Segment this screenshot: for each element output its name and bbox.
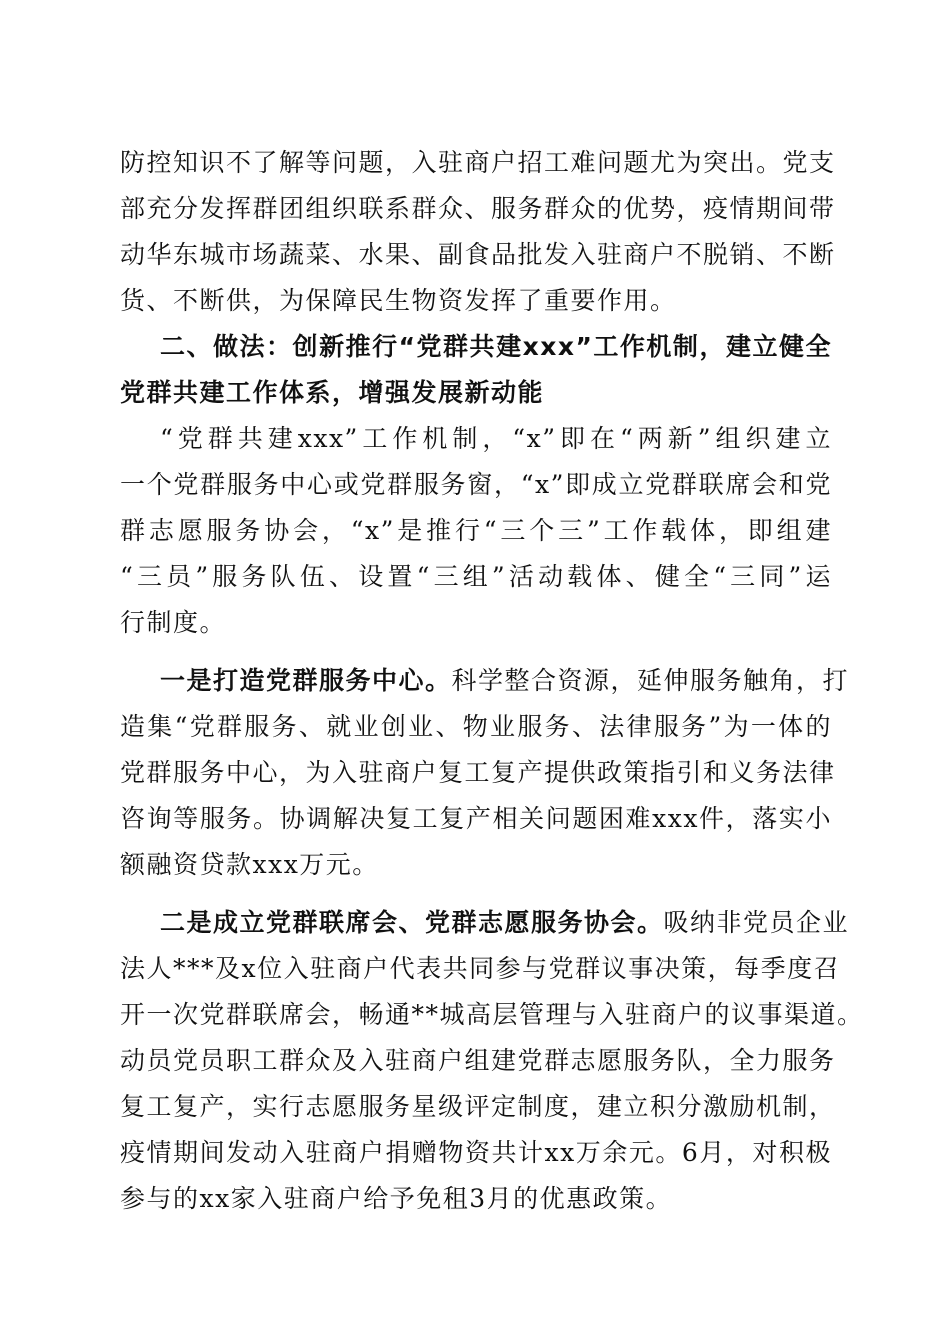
text-line: 咨询等服务。协调解决复工复产相关问题困难xxx件，落实小 [120, 804, 832, 833]
text-run: 科学整合资源，延伸服务触角，打 [451, 666, 850, 695]
text-line: 群志愿服务协会，“x”是推行“三个三”工作载体，即组建 [120, 516, 832, 545]
paragraph-epidemic-background [120, 140, 836, 324]
text-line: 货、不断供，为保障民生物资发挥了重要作用。 [120, 286, 677, 315]
paragraph-joint-council [120, 900, 864, 1222]
heading-line: 党群共建工作体系，增强发展新动能 [120, 378, 545, 407]
document-page [120, 140, 864, 1222]
text-line: 复工复产，实行志愿服务星级评定制度，建立积分激励机制， [120, 1092, 836, 1121]
text-line: 额融资贷款xxx万元。 [120, 850, 379, 879]
text-line: 行制度。 [120, 608, 227, 637]
text-run: 吸纳非党员企业 [663, 908, 850, 937]
text-line: 疫情期间发动入驻商户捐赠物资共计xx万余元。6月，对积极 [120, 1138, 832, 1167]
text-line [120, 900, 850, 946]
section-heading-methods [120, 324, 832, 416]
text-line [120, 658, 850, 704]
text-line: 一个党群服务中心或党群服务窗，“x”即成立党群联席会和党 [120, 470, 832, 499]
text-line: 动华东城市场蔬菜、水果、副食品批发入驻商户不脱销、不断 [120, 240, 836, 269]
text-line: 部充分发挥群团组织联系群众、服务群众的优势，疫情期间带 [120, 194, 836, 223]
heading-line: 二、做法：创新推行“党群共建xxx”工作机制，建立健全 [160, 332, 832, 361]
text-line: “三员”服务队伍、设置“三组”活动载体、健全“三同”运 [120, 562, 832, 591]
text-line: 参与的xx家入驻商户给予免租3月的优惠政策。 [120, 1184, 673, 1213]
text-line: 党群服务中心，为入驻商户复工复产提供政策指引和义务法律 [120, 758, 836, 787]
paragraph-lead-title: 二是成立党群联席会、党群志愿服务协会。 [160, 908, 664, 937]
text-line: 法人***及x位入驻商户代表共同参与党群议事决策，每季度召 [120, 954, 841, 983]
paragraph-service-center [120, 658, 850, 888]
text-line: 动员党员职工群众及入驻商户组建党群志愿服务队，全力服务 [120, 1046, 836, 1075]
text-line: 开一次党群联席会，畅通**城高层管理与入驻商户的议事渠道。 [120, 1000, 864, 1029]
text-line: 防控知识不了解等问题，入驻商户招工难问题尤为突出。党支 [120, 148, 836, 177]
text-line: “党群共建xxx”工作机制，“x”即在“两新”组织建立 [160, 424, 832, 453]
paragraph-mechanism-description [120, 416, 832, 646]
text-line: 造集“党群服务、就业创业、物业服务、法律服务”为一体的 [120, 712, 832, 741]
paragraph-lead-title: 一是打造党群服务中心。 [160, 666, 452, 695]
